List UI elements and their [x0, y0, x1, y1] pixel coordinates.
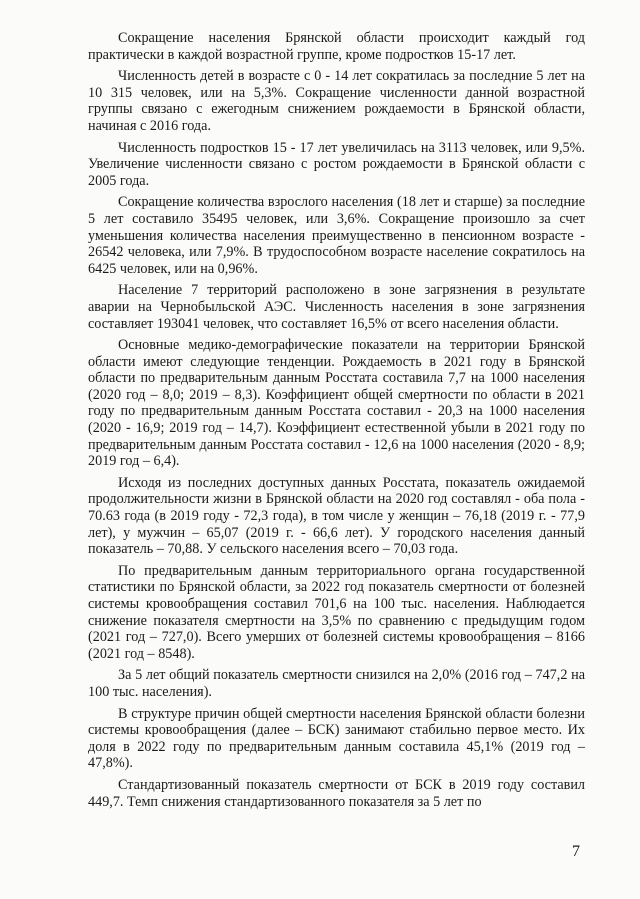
paragraph-2: Численность детей в возрасте с 0 - 14 лет сократилась за последние 5 лет на 10 315 человек, или на 5,3%. Сокращение численности данной возрастной группы связано с ежегодным снижением рождаемости в Брянской области, начиная с 2016 года. — [88, 68, 585, 134]
paragraph-4: Сокращение количества взрослого населения (18 лет и старше) за последние 5 лет составило 35495 человек, или 3,6%. Сокращение произошло за счет уменьшения количества населения преимущественно в пенсионном возрасте - 26542 человека, или 7,9%. В трудоспособном возрасте население сократилось на 6425 человек, или на 0,96%. — [88, 194, 585, 277]
paragraph-8: По предварительным данным территориального органа государственной статистики по Брянской области, за 2022 год показатель смертности от болезней системы кровообращения составил 701,6 на 100 тыс. населения. Наблюдается снижение показателя смертности на 3,5% по сравнению с предыдущим годом (2021 год – 727,0). Всего умерших от болезней системы кровообращения – 8166 (2021 год – 8548). — [88, 562, 585, 662]
paragraph-10: В структуре причин общей смертности населения Брянской области болезни системы кровообращения (далее – БСК) занимают стабильно первое место. Их доля в 2022 году по предварительным данным составила 45,1% (2019 год – 47,8%). — [88, 705, 585, 772]
paragraph-3: Численность подростков 15 - 17 лет увеличилась на 3113 человек, или 9,5%. Увеличение численности связано с ростом рождаемости в Брянской области с 2005 года. — [88, 139, 585, 189]
paragraph-11: Стандартизованный показатель смертности от БСК в 2019 году составил 449,7. Темп снижения стандартизованного показателя за 5 лет по — [88, 776, 585, 810]
paragraph-6: Основные медико-демографические показатели на территории Брянской области имеют следующие тенденции. Рождаемость в 2021 году в Брянской области по предварительным данным Росстата составила 7,7 на 1000 населения (2020 год – 8,0; 2019 – 8,3). Коэффициент общей смертности по области в 2021 году по предварительным данным Росстата составил - 20,3 на 1000 населения (2020 - 16,9; 2019 год – 14,7). Коэффициент естественной убыли в 2021 году по предварительным данным Росстата составил - 12,6 на 1000 населения (2020 - 8,9; 2019 год – 6,4). — [88, 337, 585, 470]
paragraph-1: Сокращение населения Брянской области происходит каждый год практически в каждой возрастной группе, кроме подростков 15-17 лет. — [88, 30, 585, 63]
page-number: 7 — [572, 843, 580, 860]
paragraph-5: Население 7 территорий расположено в зоне загрязнения в результате аварии на Чернобыльской АЭС. Численность населения в зоне загрязнения составляет 193041 человек, что составляет 16,5% от всего населения области. — [88, 282, 585, 332]
body-text — [88, 30, 585, 815]
paragraph-9: За 5 лет общий показатель смертности снизился на 2,0% (2016 год – 747,2 на 100 тыс. населения). — [88, 667, 585, 700]
paragraph-7: Исходя из последних доступных данных Росстата, показатель ожидаемой продолжительности жизни в Брянской области на 2020 год составлял - оба пола - 70.63 года (в 2019 году - 72,3 года), в том числе у женщин – 76,18 (2019 г. - 77,9 лет), у мужчин – 65,07 (2019 г. - 66,6 лет). У городского населения данный показатель – 70,88. У сельского населения всего – 70,03 года. — [88, 474, 585, 558]
